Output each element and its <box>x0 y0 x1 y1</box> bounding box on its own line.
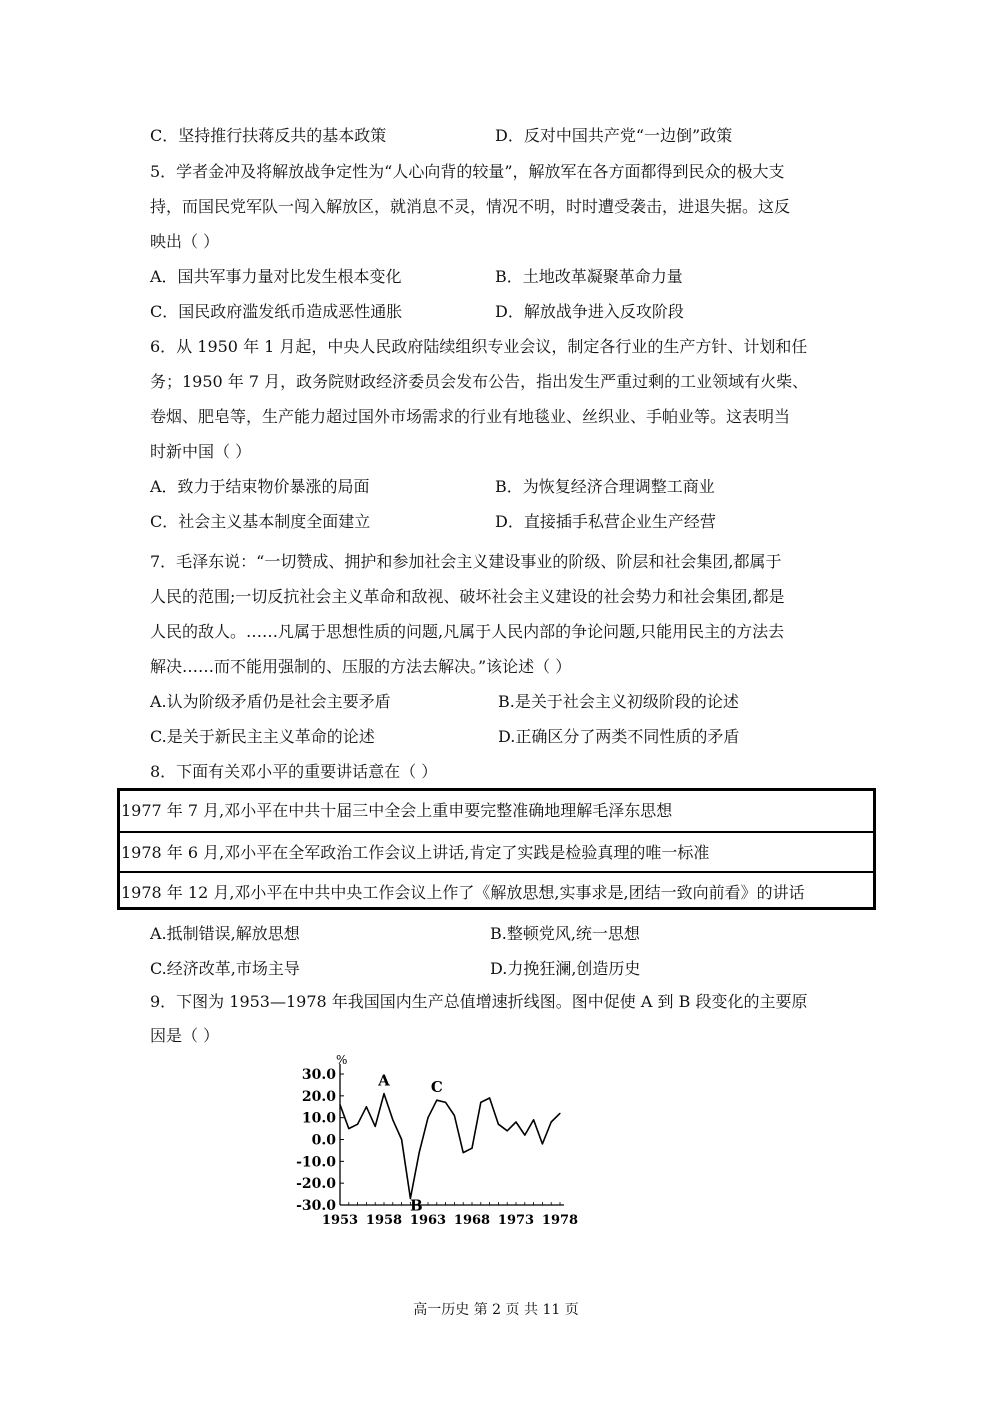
data-point <box>480 1102 481 1103</box>
q5-option-c: C．国民政府滥发纸币造成恶性通胀 <box>150 302 403 321</box>
y-tick-label: 10.0 <box>301 1110 336 1127</box>
q7-stem-line-1: 7．毛泽东说：“一切赞成、拥护和参加社会主义建设事业的阶级、阶层和社会集团,都属于 <box>150 552 782 571</box>
data-point <box>463 1152 464 1153</box>
q8-option-c: C.经济改革,市场主导 <box>150 959 300 978</box>
data-point <box>427 1117 428 1118</box>
y-axis-unit-label: % <box>336 1053 348 1067</box>
q5-stem-line-1: 5．学者金冲及将解放战争定性为“人心向背的较量”，解放军在各方面都得到民众的极大支 <box>150 162 785 181</box>
data-point <box>375 1126 376 1127</box>
annotation-c: C <box>430 1078 443 1097</box>
q4-option-d: D．反对中国共产党“一边倒”政策 <box>495 126 733 145</box>
data-point <box>436 1100 437 1101</box>
data-point <box>533 1119 534 1120</box>
chart-series <box>339 1093 560 1199</box>
data-point <box>524 1135 525 1136</box>
q7-option-d: D.正确区分了两类不同性质的矛盾 <box>498 727 740 746</box>
y-tick-label: 20.0 <box>301 1088 336 1105</box>
q8-speech-table <box>117 788 876 910</box>
q6-option-c: C．社会主义基本制度全面建立 <box>150 512 371 531</box>
data-point <box>498 1124 499 1125</box>
q4-option-c: C．坚持推行扶蒋反共的基本政策 <box>150 126 387 145</box>
q5-option-b: B．土地改革凝聚革命力量 <box>495 267 683 286</box>
q8-option-a: A.抵制错误,解放思想 <box>150 924 300 943</box>
x-tick-label: 1963 <box>409 1213 447 1228</box>
y-tick-label: 30.0 <box>301 1067 336 1083</box>
q7-stem-line-3: 人民的敌人。……凡属于思想性质的问题,凡属于人民内部的争论问题,只能用民主的方法去 <box>150 622 785 641</box>
data-point <box>445 1102 446 1103</box>
x-tick-label: 1978 <box>541 1213 579 1228</box>
q8-speech-row-3: 1978 年 12 月,邓小平在中共中央工作会议上作了《解放思想,实事求是,团结一致向前看》的讲话 <box>120 871 873 913</box>
data-point <box>551 1121 552 1122</box>
q8-speech-row-2: 1978 年 6 月,邓小平在全军政治工作会议上讲话,肯定了实践是检验真理的唯一标准 <box>120 831 873 873</box>
data-point <box>542 1143 543 1144</box>
q6-option-a: A．致力于结束物价暴涨的局面 <box>150 477 370 496</box>
q9-stem-line-1: 9．下图为 1953—1978 年我国国内生产总值增速折线图。图中促使 A 到 B 段变化的主要原 <box>150 992 808 1011</box>
gdp-growth-line-chart <box>270 1050 580 1235</box>
data-point <box>454 1115 455 1116</box>
q6-option-d: D．直接插手私营企业生产经营 <box>495 512 716 531</box>
y-tick-label: -10.0 <box>296 1154 336 1171</box>
q7-stem-line-4: 解决……而不能用强制的、压服的方法去解决。”该论述（ ） <box>150 657 572 676</box>
data-point <box>366 1106 367 1107</box>
q6-option-b: B．为恢复经济合理调整工商业 <box>495 477 715 496</box>
q5-stem-line-2: 持，而国民党军队一闯入解放区，就消息不灵，情况不明，时时遭受袭击，进退失据。这反 <box>150 197 791 216</box>
page-footer: 高一历史 第 2 页 共 11 页 <box>413 1302 579 1318</box>
q7-option-b: B.是关于社会主义初级阶段的论述 <box>498 692 739 711</box>
data-point <box>357 1124 358 1125</box>
x-tick-label: 1968 <box>453 1213 491 1228</box>
q6-stem-line-2: 务；1950 年 7 月，政务院财政经济委员会发布公告，指出发生严重过剩的工业领域有火柴、 <box>150 372 809 391</box>
x-tick-label: 1953 <box>321 1213 359 1228</box>
data-point <box>507 1130 508 1131</box>
data-point <box>489 1097 490 1098</box>
q8-speech-row-1: 1977 年 7 月,邓小平在中共十届三中全会上重申要完整准确地理解毛泽东思想 <box>121 801 673 820</box>
q7-stem-line-2: 人民的范围;一切反抗社会主义革命和敌视、破坏社会主义建设的社会势力和社会集团,都是 <box>150 587 785 606</box>
chart-axes <box>336 1053 564 1205</box>
y-tick-label: -30.0 <box>296 1198 336 1214</box>
q6-stem-line-4: 时新中国（ ） <box>150 442 252 461</box>
data-point <box>559 1113 560 1114</box>
q9-stem-line-2: 因是（ ） <box>150 1026 220 1045</box>
data-point <box>401 1139 402 1140</box>
y-tick-label: -20.0 <box>296 1176 336 1193</box>
data-point <box>348 1128 349 1129</box>
q8-stem: 8．下面有关邓小平的重要讲话意在（ ） <box>150 762 438 781</box>
x-tick-label: 1973 <box>497 1213 535 1228</box>
data-point <box>419 1152 420 1153</box>
data-point <box>515 1121 516 1122</box>
data-point <box>339 1104 340 1105</box>
q7-option-a: A.认为阶级矛盾仍是社会主要矛盾 <box>150 692 391 711</box>
q5-stem-line-3: 映出（ ） <box>150 232 220 251</box>
annotation-b: B <box>410 1196 423 1215</box>
q5-option-a: A．国共军事力量对比发生根本变化 <box>150 267 402 286</box>
x-tick-label: 1958 <box>365 1213 403 1228</box>
annotation-a: A <box>378 1071 390 1090</box>
q8-option-d: D.力挽狂澜,创造历史 <box>490 959 641 978</box>
q6-stem-line-3: 卷烟、肥皂等，生产能力超过国外市场需求的行业有地毯业、丝织业、手帕业等。这表明当 <box>150 407 791 426</box>
data-point <box>392 1119 393 1120</box>
y-tick-label: 0.0 <box>311 1132 336 1149</box>
q8-option-b: B.整顿党风,统一思想 <box>490 924 640 943</box>
data-point <box>383 1093 384 1094</box>
q5-option-d: D．解放战争进入反攻阶段 <box>495 302 684 321</box>
q6-stem-line-1: 6．从 1950 年 1 月起，中央人民政府陆续组织专业会议，制定各行业的生产方针、计划和任 <box>150 337 808 356</box>
data-point <box>471 1148 472 1149</box>
gdp-growth-series-line <box>340 1094 560 1199</box>
q7-option-c: C.是关于新民主主义革命的论述 <box>150 727 375 746</box>
